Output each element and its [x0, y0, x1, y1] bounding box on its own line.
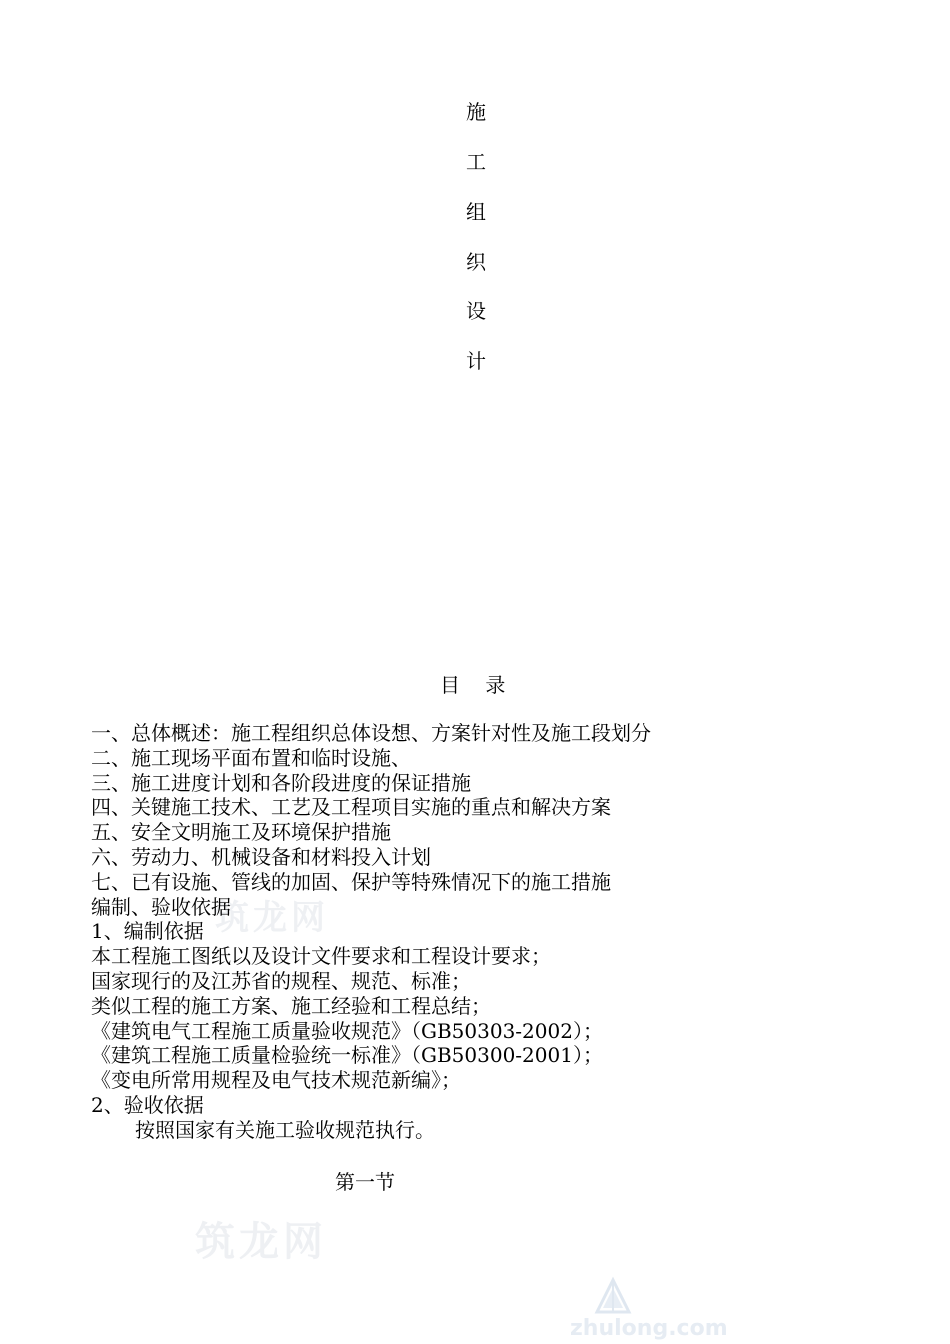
compile-basis-list: [91, 944, 891, 1093]
basis-heading: 编制、验收依据: [91, 894, 231, 919]
compile-basis-item: 国家现行的及江苏省的规程、规范、标准；: [91, 968, 471, 993]
compile-basis-item: 《变电所常用规程及电气技术规范新编》；: [91, 1068, 461, 1093]
cover-title-char: 织: [466, 250, 486, 274]
toc-item: 四、关键施工技术、工艺及工程项目实施的重点和解决方案: [91, 795, 611, 820]
toc-item: 三、施工进度计划和各阶段进度的保证措施: [91, 770, 471, 795]
compile-basis-heading: 1、编制依据: [91, 919, 204, 944]
toc-item: 七、已有设施、管线的加固、保护等特殊情况下的施工措施: [91, 869, 611, 894]
cover-title-char: 施: [466, 100, 486, 124]
compile-basis-item: 本工程施工图纸以及设计文件要求和工程设计要求；: [91, 944, 551, 969]
toc-item: 一、总体概述：施工程组织总体设想、方案针对性及施工段划分: [91, 721, 651, 745]
compile-basis-item: 类似工程的施工方案、施工经验和工程总结；: [91, 993, 491, 1018]
cover-title-char: 计: [466, 349, 486, 373]
acceptance-basis-text: 按照国家有关施工验收规范执行。: [135, 1117, 435, 1142]
compile-basis-item: 《建筑工程施工质量检验统一标准》（GB50300-2001）；: [91, 1043, 603, 1068]
cover-title-char: 组: [466, 200, 486, 224]
acceptance-basis-heading: 2、验收依据: [91, 1092, 204, 1117]
cover-title-char: 设: [466, 299, 486, 323]
compile-basis-item: 《建筑电气工程施工质量验收规范》（GB50303-2002）；: [91, 1018, 603, 1043]
toc-heading: 目 录: [440, 673, 506, 697]
watermark-text: 筑龙网: [215, 898, 329, 938]
watermark-text: 筑龙网: [195, 1218, 327, 1265]
toc-item: 二、施工现场平面布置和临时设施、: [91, 745, 411, 770]
section-heading: 第一节: [335, 1170, 395, 1194]
watermark-site-name: zhulong.com: [570, 1316, 728, 1341]
toc-item: 六、劳动力、机械设备和材料投入计划: [91, 844, 431, 869]
cover-title-char: 工: [466, 150, 486, 174]
toc-list: [91, 721, 891, 895]
toc-item: 五、安全文明施工及环境保护措施: [91, 820, 391, 845]
document-body: [91, 721, 891, 1143]
